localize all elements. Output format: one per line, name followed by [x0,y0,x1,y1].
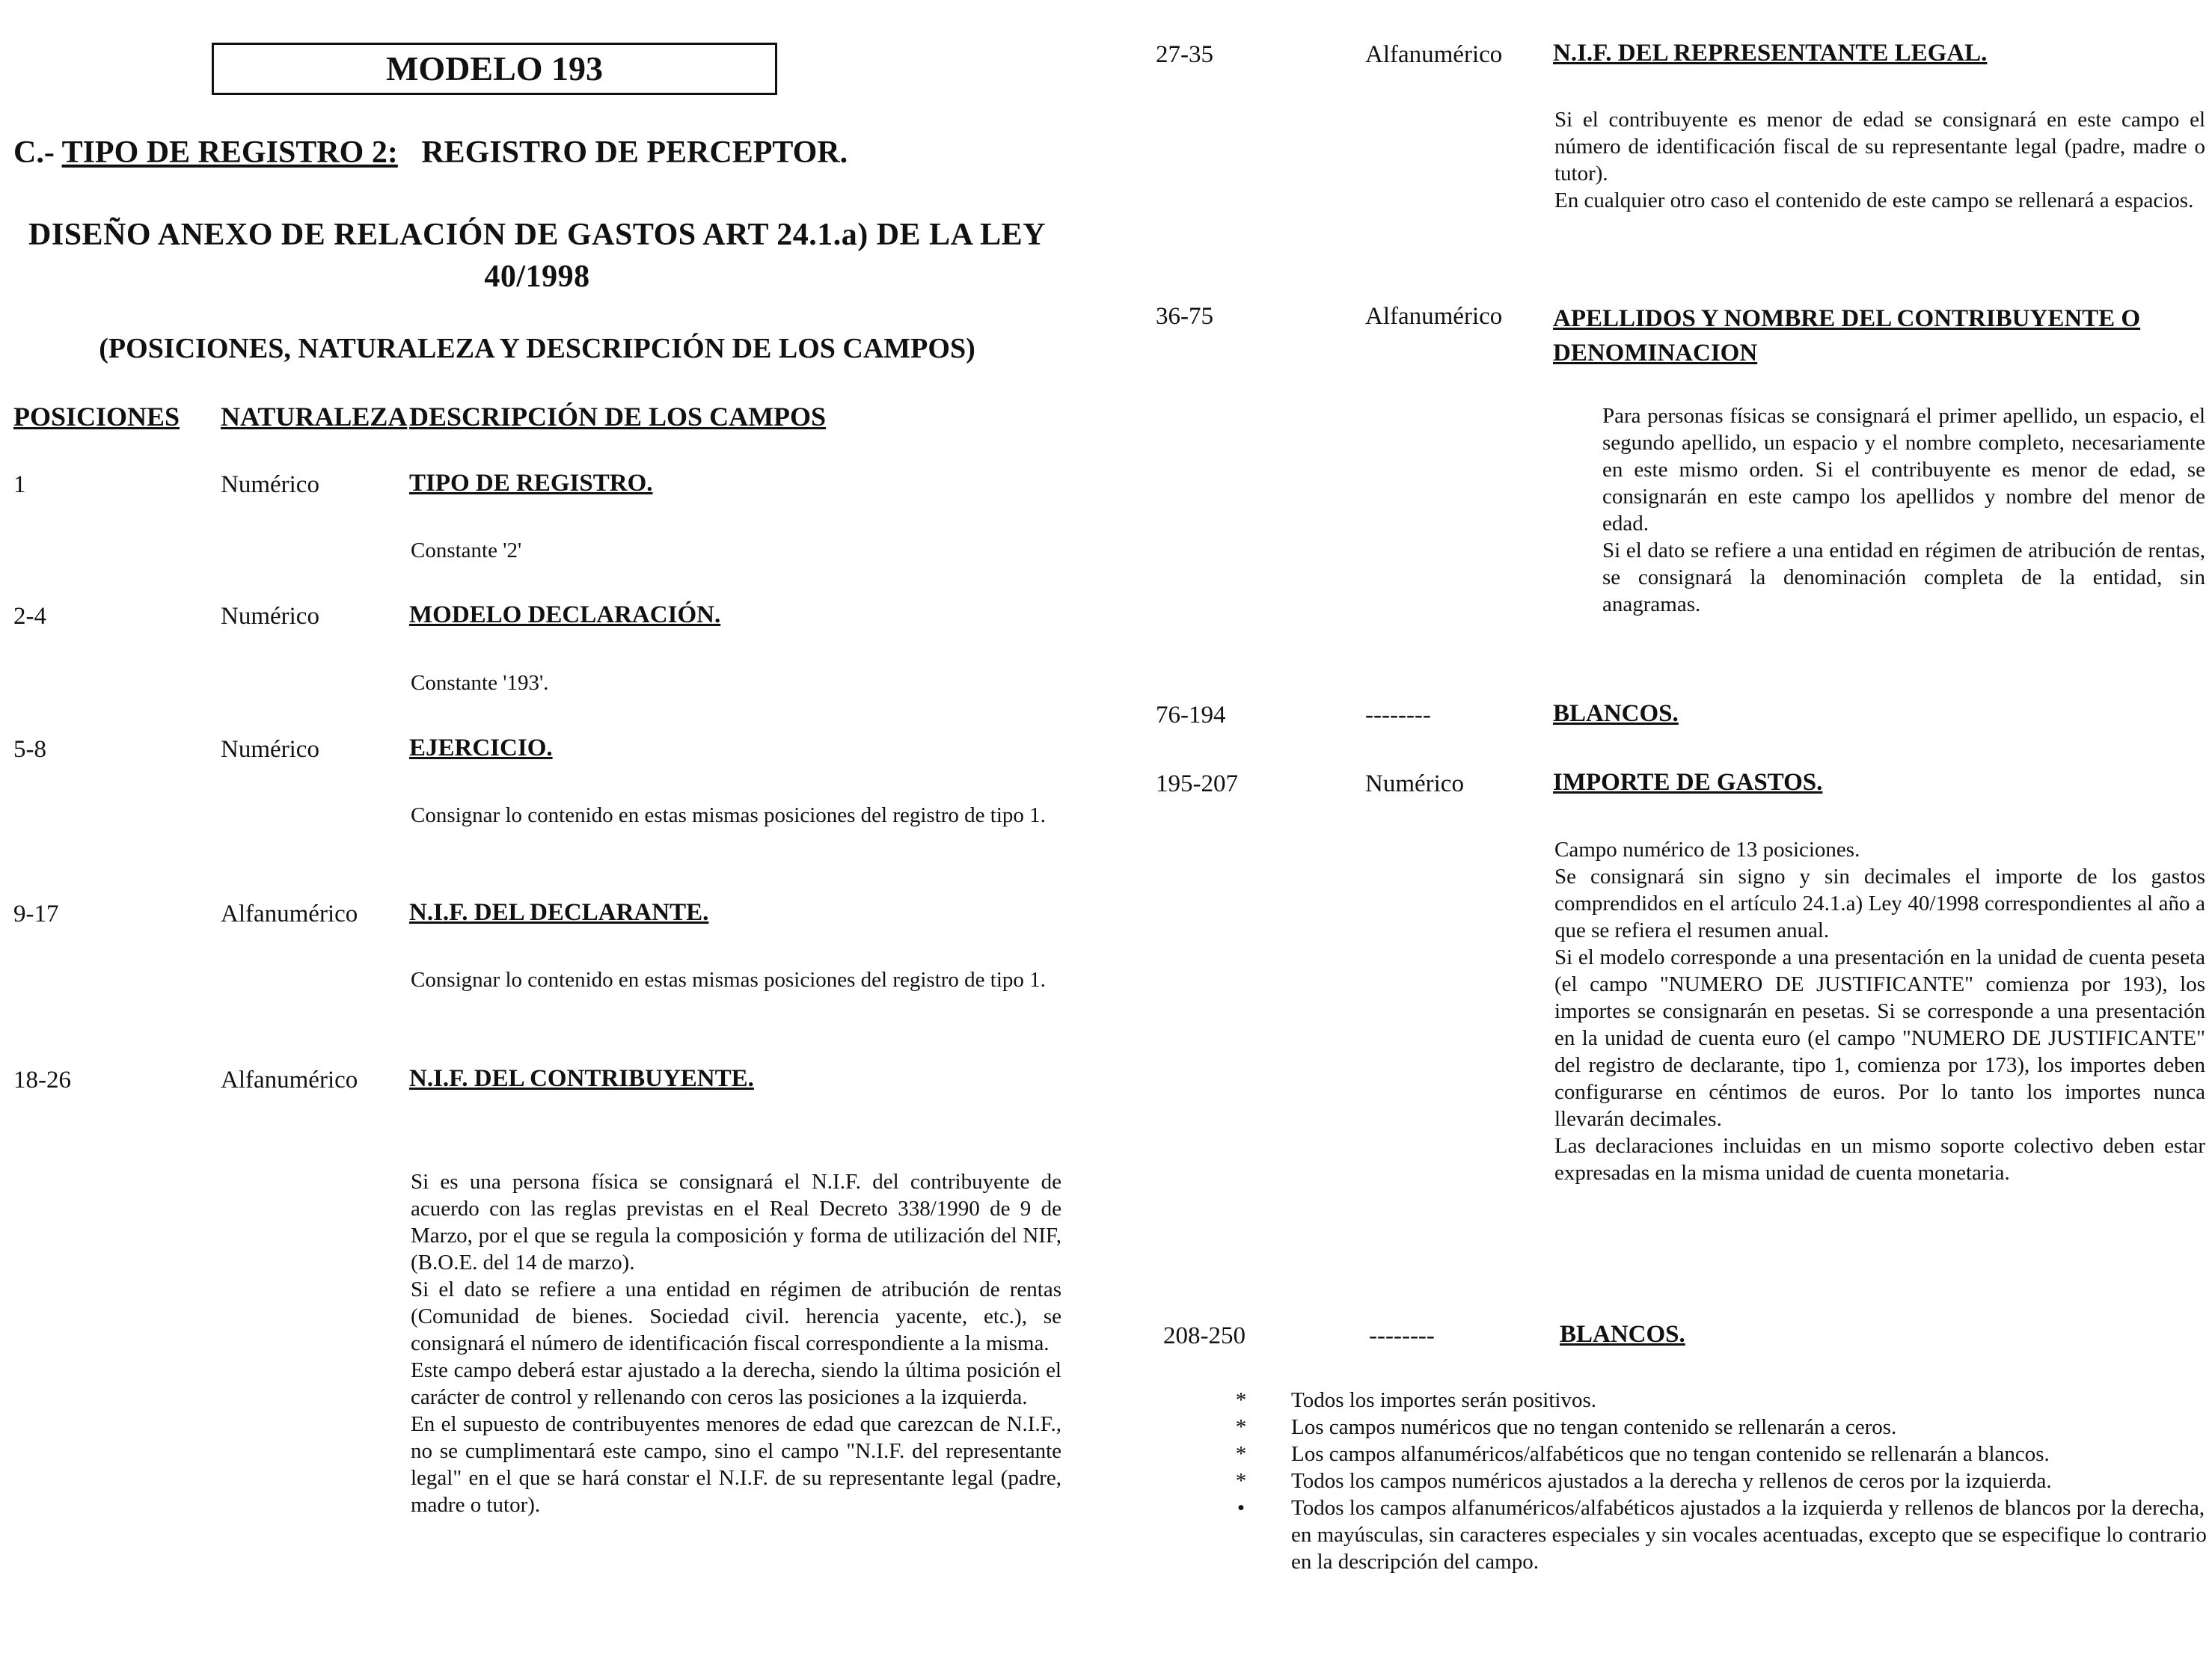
section-prefix: C.- [13,135,62,170]
section-record-type: TIPO DE REGISTRO 2: [61,135,398,170]
field-position: 1 [13,471,26,498]
field-position: 2-4 [13,603,46,630]
column-header-description: DESCRIPCIÓN DE LOS CAMPOS [409,402,827,432]
field-description [411,669,1061,696]
note-text: Los campos alfanuméricos/alfabéticos que no tengan contenido se rellenarán a blancos. [1291,1442,2050,1466]
document-title: MODELO 193 [212,43,777,95]
field-nature: Numérico [221,736,319,763]
description-paragraph: Para personas físicas se consignará el primer apellido, un espacio, el segundo apellido, un espacio y el nombre completo, necesariamente en este mismo orden. Si el contribuyente es menor de edad, se consignarán en este campo los apellidos y nombre del menor de edad. [1602,404,2205,536]
column-header-nature: NATURALEZA [221,402,408,432]
section-record-name: REGISTRO DE PERCEPTOR. [421,135,848,170]
field-position: 76-194 [1156,702,1226,729]
field-name: N.I.F. DEL CONTRIBUYENTE. [409,1065,754,1092]
field-position: 9-17 [13,901,59,927]
field-description [1554,836,2205,1186]
field-description [1554,106,2205,214]
description-paragraph: Las declaraciones incluidas en un mismo soporte colectivo deben estar expresadas en la misma unidad de cuenta monetaria. [1554,1134,2205,1185]
note-item [1235,1468,2208,1494]
column-header-positions: POSICIONES [13,402,180,432]
field-position: 27-35 [1156,41,1213,68]
field-name: EJERCICIO. [409,735,553,761]
asterisk-icon: * [1235,1415,1247,1439]
field-description [411,1168,1061,1518]
description-paragraph: Constante '193'. [411,671,549,695]
field-nature: -------- [1365,702,1431,729]
asterisk-icon: * [1235,1469,1247,1493]
bullet-icon: • [1237,1496,1246,1520]
description-paragraph: Consignar lo contenido en estas mismas posiciones del registro de tipo 1. [411,803,1046,827]
description-paragraph: Si el dato se refiere a una entidad en régimen de atribución de rentas (Comunidad de bienes. Sociedad civil. herencia yacente, etc.), se consignará el número de identificación fiscal correspondiente a la misma. [411,1278,1061,1355]
asterisk-icon: * [1235,1388,1247,1412]
note-item [1235,1387,2208,1414]
field-description [1602,402,2205,618]
note-item [1235,1441,2208,1468]
field-name: MODELO DECLARACIÓN. [409,601,721,628]
field-position: 5-8 [13,736,46,763]
asterisk-icon: * [1235,1442,1247,1466]
subtitle: (POSICIONES, NATURALEZA Y DESCRIPCIÓN DE LOS CAMPOS) [99,333,975,364]
field-name: N.I.F. DEL DECLARANTE. [409,899,709,926]
description-paragraph: Si el dato se refiere a una entidad en régimen de atribución de rentas, se consignará la denominación completa de la entidad, sin anagramas. [1602,539,2205,616]
field-nature: Alfanumérico [1365,41,1503,68]
field-nature: Numérico [1365,770,1464,797]
field-name: IMPORTE DE GASTOS. [1553,769,1823,796]
note-text: Todos los importes serán positivos. [1291,1388,1596,1412]
field-nature: -------- [1369,1322,1435,1349]
description-paragraph: En cualquier otro caso el contenido de este campo se rellenará a espacios. [1554,188,2194,212]
description-paragraph: Campo numérico de 13 posiciones. [1554,838,1860,862]
field-description [411,802,1061,829]
general-notes [1235,1387,2208,1575]
field-name: BLANCOS. [1553,700,1679,727]
design-heading-line1: DISEÑO ANEXO DE RELACIÓN DE GASTOS ART 24.1.a) DE LA LEY [28,218,1046,252]
field-name: APELLIDOS Y NOMBRE DEL CONTRIBUYENTE O DENOMINACION [1553,305,2141,367]
field-description [411,537,1061,564]
field-nature: Alfanumérico [1365,303,1503,330]
field-position: 36-75 [1156,303,1213,330]
field-position: 195-207 [1156,770,1238,797]
description-paragraph: Este campo deberá estar ajustado a la derecha, siendo la última posición el carácter de control y rellenando con ceros las posiciones a la izquierda. [411,1358,1061,1409]
description-paragraph: En el supuesto de contribuyentes menores de edad que carezcan de N.I.F., no se cumplimentará este campo, sino el campo "N.I.F. del representante legal" en el que se hará constar el N.I.F. de su representante legal (padre, madre o tutor). [411,1412,1061,1517]
description-paragraph: Consignar lo contenido en estas mismas posiciones del registro de tipo 1. [411,968,1046,992]
field-nature: Numérico [221,471,319,498]
field-position: 208-250 [1163,1322,1246,1349]
field-nature: Alfanumérico [221,1067,358,1094]
note-text: Todos los campos numéricos ajustados a la derecha y rellenos de ceros por la izquierda. [1291,1469,2052,1493]
field-name: TIPO DE REGISTRO. [409,470,653,497]
design-heading-line2: 40/1998 [484,260,590,294]
note-item [1237,1494,2208,1575]
description-paragraph: Si es una persona física se consignará el N.I.F. del contribuyente de acuerdo con las reglas previstas en el Real Decreto 338/1990 de 9 de Marzo, por el que se regula la composición y forma de utilización del NIF, (B.O.E. del 14 de marzo). [411,1170,1061,1275]
description-paragraph: Si el modelo corresponde a una presentación en la unidad de cuenta peseta (el campo "NUMERO DE JUSTIFICANTE" comienza por 193), los importes se consignarán en pesetas. Si se corresponde a una presentación en la unidad de cuenta euro (el campo "NUMERO DE JUSTIFICANTE" del registro de declarante, tipo 1, comienza por 173), los importes deben configurarse en céntimos de euros. Por lo tanto los importes nunca llevarán decimales. [1554,945,2205,1131]
field-nature: Numérico [221,603,319,630]
field-nature: Alfanumérico [221,901,358,927]
field-position: 18-26 [13,1067,71,1094]
field-description [411,966,1061,993]
note-item [1235,1414,2208,1441]
description-paragraph: Constante '2' [411,539,522,562]
note-text: Los campos numéricos que no tengan contenido se rellenarán a ceros. [1291,1415,1897,1439]
description-paragraph: Se consignará sin signo y sin decimales el importe de los gastos comprendidos en el artículo 24.1.a) Ley 40/1998 correspondientes al año a que se refiera el resumen anual. [1554,865,2205,942]
description-paragraph: Si el contribuyente es menor de edad se consignará en este campo el número de identificación fiscal de su representante legal (padre, madre o tutor). [1554,108,2205,185]
section-heading [13,135,848,171]
field-name: N.I.F. DEL REPRESENTANTE LEGAL. [1553,40,1988,67]
note-text: Todos los campos alfanuméricos/alfabéticos ajustados a la izquierda y rellenos de blancos por la derecha, en mayúsculas, sin caracteres especiales y sin vocales acentuadas, excepto que se especifique lo contrario en la descripción del campo. [1291,1496,2207,1574]
field-name: BLANCOS. [1560,1321,1685,1348]
